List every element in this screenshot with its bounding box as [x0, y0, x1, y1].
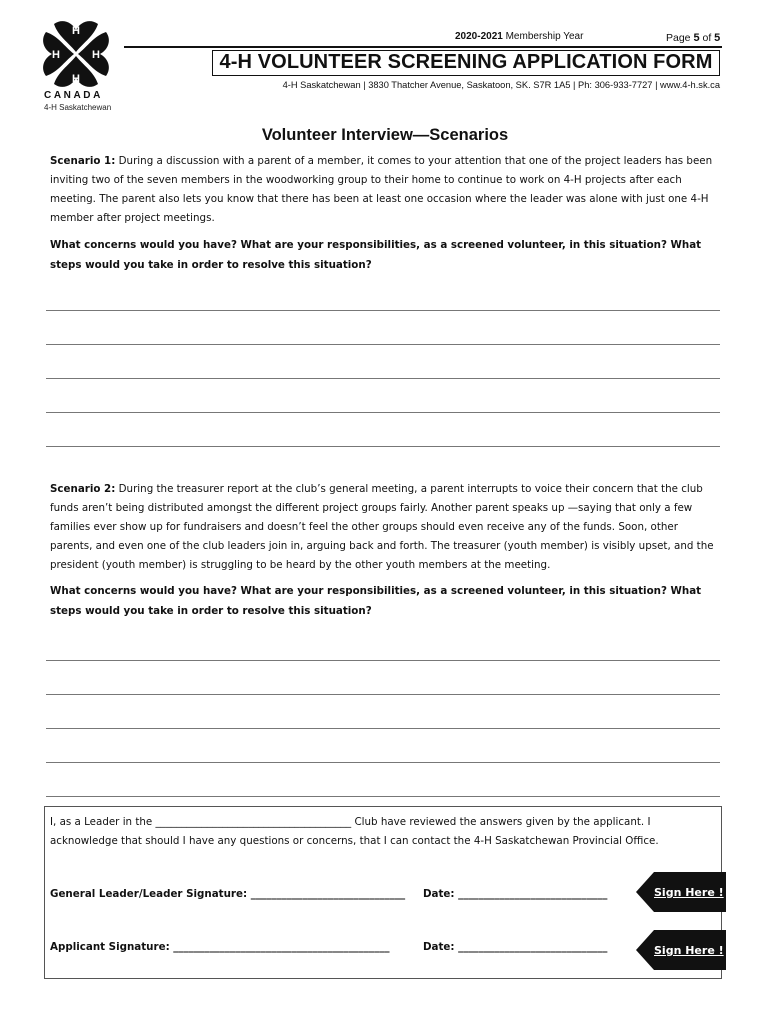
- scenario-2-text: [50, 480, 718, 575]
- scenario-1-text: [50, 152, 716, 228]
- sign-here-applicant[interactable]: Sign Here !: [654, 944, 724, 957]
- form-title: 4-H VOLUNTEER SCREENING APPLICATION FORM: [219, 51, 713, 73]
- page-label: Page: [666, 32, 694, 44]
- confirmation-line-1: [50, 813, 718, 832]
- org-address: 4-H Saskatchewan | 3830 Thatcher Avenue, Saskatoon, SK. S7R 1A5 | Ph: 306-933-7727 | www.4-h.sk.ca: [282, 80, 720, 90]
- year-label: Membership Year: [502, 31, 584, 42]
- page-of: of: [699, 32, 715, 44]
- logo-h-right: H: [92, 49, 100, 61]
- answer-line[interactable]: [46, 446, 720, 447]
- year-value: 2020-2021: [455, 31, 503, 42]
- 4h-clover-logo: [38, 16, 114, 92]
- applicant-date-label: Date:: [423, 941, 459, 953]
- answer-line[interactable]: [46, 796, 720, 797]
- answer-line[interactable]: [46, 660, 720, 661]
- logo-country: CANADA: [44, 90, 103, 101]
- leader-signature-label: General Leader/Leader Signature:: [50, 888, 251, 900]
- answer-line[interactable]: [46, 694, 720, 695]
- answer-line[interactable]: [46, 310, 720, 311]
- applicant-date-field[interactable]: _____________________________: [458, 941, 608, 953]
- scenario-2-question: What concerns would you have? What are your responsibilities, as a screened volunteer, in this situation? What steps would you take in order to resolve this situation?: [50, 585, 702, 617]
- page-current: 5: [693, 32, 700, 44]
- scenario-2-label: Scenario 2:: [50, 483, 116, 495]
- answer-line[interactable]: [46, 344, 720, 345]
- scenario-1-body: During a discussion with a parent of a member, it comes to your attention that one of the project leaders has been inviting two of the seven members in the woodworking group to their home to continue to work on 4-H projects after each meeting. The parent also lets you know that there has been at least one occasion where the leader was alone with just one 4-H member after project meetings.: [50, 155, 713, 224]
- leader-date-row: [423, 885, 607, 904]
- logo-h-bottom: H: [72, 73, 80, 85]
- logo-h-left: H: [52, 49, 60, 61]
- logo-h-top: H: [72, 25, 80, 37]
- applicant-date-row: [423, 938, 607, 957]
- club-name-field[interactable]: ______________________________________: [155, 816, 352, 828]
- applicant-signature-row: [50, 938, 390, 957]
- confirmation-end: Club have reviewed the answers given by the applicant. I: [351, 816, 651, 828]
- membership-year: [455, 31, 583, 42]
- applicant-signature-field[interactable]: __________________________________________: [173, 941, 390, 953]
- answer-line[interactable]: [46, 728, 720, 729]
- page-total: 5: [714, 32, 721, 44]
- leader-signature-row: [50, 885, 405, 904]
- leader-date-label: Date:: [423, 888, 459, 900]
- header-rule: [124, 46, 722, 48]
- section-title: Volunteer Interview—Scenarios: [261, 126, 509, 144]
- answer-line[interactable]: [46, 378, 720, 379]
- applicant-signature-label: Applicant Signature:: [50, 941, 174, 953]
- logo-org: 4-H Saskatchewan: [44, 103, 112, 112]
- sign-here-leader[interactable]: Sign Here !: [654, 886, 724, 899]
- answer-line[interactable]: [46, 762, 720, 763]
- leader-signature-field[interactable]: ______________________________: [250, 888, 406, 900]
- scenario-1-label: Scenario 1:: [50, 155, 116, 167]
- scenario-2-body: During the treasurer report at the club’s general meeting, a parent interrupts to voice their concern that the club funds aren’t being distributed amongst the different project groups fairly. Another parent speaks up —saying that only a few families ever show up for fundraisers and doesn’t feel the other groups should even receive any of the funds. Soon, other parents, and even one of the club leaders join in, arguing back and forth. The treasurer (youth member) is visibly upset, and the president (youth member) is struggling to be heard by the other youth members at the meeting.: [50, 483, 714, 571]
- scenario-1-question: What concerns would you have? What are your responsibilities, as a screened volunteer, in this situation? What steps would you take in order to resolve this situation?: [50, 239, 702, 271]
- confirmation-start: I, as a Leader in the: [50, 816, 156, 828]
- leader-date-field[interactable]: _____________________________: [458, 888, 608, 900]
- answer-line[interactable]: [46, 412, 720, 413]
- page-number: [666, 32, 720, 44]
- confirmation-line-2: acknowledge that should I have any questions or concerns, that I can contact the 4-H Saskatchewan Provincial Office.: [50, 835, 659, 847]
